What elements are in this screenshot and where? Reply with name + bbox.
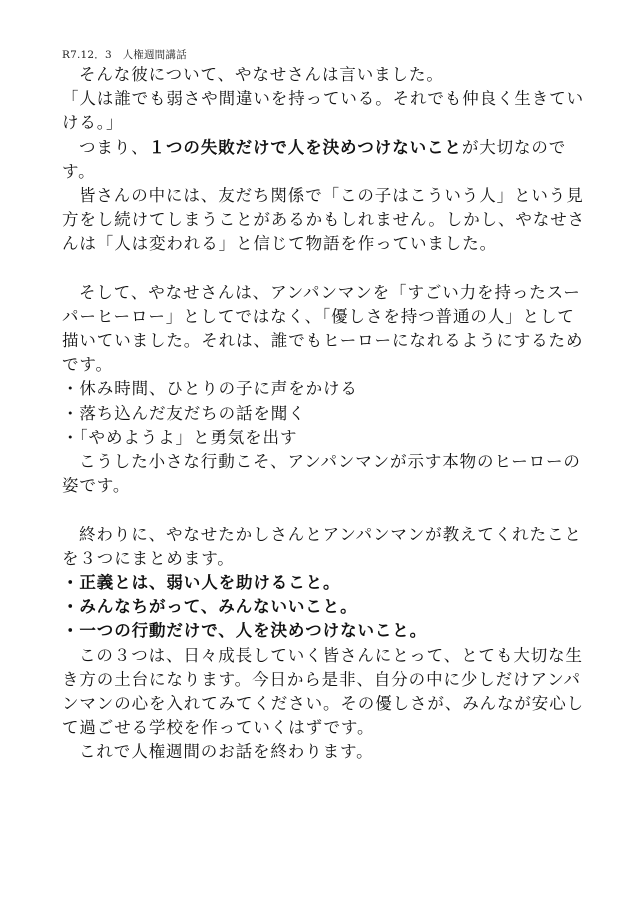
paragraph-line: て過ごせる学校を作っていくはずです。: [62, 718, 375, 738]
paragraph-line: そして、やなせさんは、アンパンマンを「すごい力を持ったスー: [79, 282, 581, 302]
document-body: [62, 63, 585, 764]
blank-line: [62, 498, 582, 522]
paragraph-line: 終わりに、やなせたかしさんとアンパンマンが教えてくれたこと: [79, 524, 582, 544]
text-span: つまり、: [79, 137, 149, 157]
paragraph-line: き方の土台になります。今日から是非、自分の中に少しだけアンパ: [62, 669, 581, 689]
summary-bullet: ・正義とは、弱い人を助けること。: [62, 572, 341, 592]
paragraph-line: です。: [62, 355, 113, 375]
paragraph-line: 方をし続けてしまうことがあるかもしれません。しかし、やなせさ: [62, 210, 585, 230]
emphasis-text: １つの失敗だけで人を決めつけないこと: [148, 137, 462, 157]
blank-line: [62, 257, 582, 281]
paragraph-line: [62, 136, 582, 160]
paragraph-line: んは「人は変われる」と信じて物語を作っていました。: [62, 234, 497, 254]
quote-line: 「人は誰でも弱さや間違いを持っている。それでも仲良く生きてい: [62, 89, 584, 109]
document-header: R7.12．3 人権週間講話: [62, 49, 187, 61]
bullet-item: ・落ち込んだ友だちの話を聞く: [62, 403, 306, 423]
paragraph-line: 皆さんの中には、友だち関係で「この子はこういう人」という見: [79, 185, 584, 205]
paragraph-line: を３つにまとめます。: [62, 548, 235, 568]
paragraph-line: す。: [62, 161, 96, 181]
bullet-item: ・「やめようよ」と勇気を出す: [62, 427, 298, 447]
text-span: が大切なので: [461, 137, 567, 157]
paragraph-line: ンマンの心を入れてみてください。その優しさが、みんなが安心し: [62, 693, 584, 713]
paragraph-line: 姿です。: [62, 476, 131, 496]
summary-bullet: ・一つの行動だけで、人を決めつけないこと。: [62, 621, 428, 641]
paragraph-line: この３つは、日々成長していく皆さんにとって、とても大切な生: [79, 645, 583, 665]
paragraph-line: こうした小さな行動こそ、アンパンマンが示す本物のヒーローの: [79, 452, 581, 471]
paragraph-line: そんな彼について、やなせさんは言いました。: [79, 65, 444, 84]
paragraph-line: 描いていました。それは、誰でもヒーローになれるようにするため: [62, 331, 584, 351]
closing-line: これで人権週間のお話を終わります。: [79, 742, 374, 762]
bullet-item: ・休み時間、ひとりの子に声をかける: [62, 379, 358, 399]
paragraph-line: パーヒーロー」としてではなく、「優しさを持つ普通の人」として: [62, 306, 575, 326]
summary-bullet: ・みんなちがって、みんないいこと。: [62, 597, 358, 617]
quote-line: ける。」: [62, 113, 124, 133]
